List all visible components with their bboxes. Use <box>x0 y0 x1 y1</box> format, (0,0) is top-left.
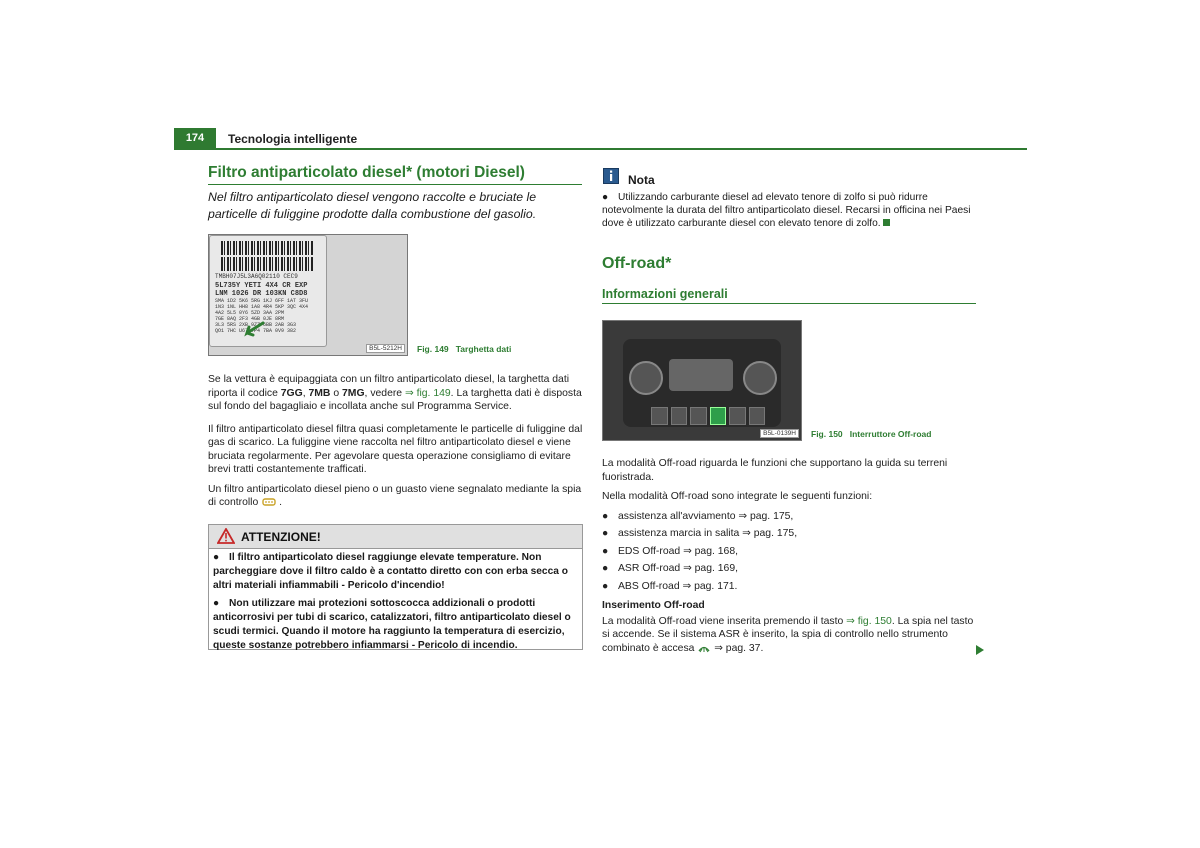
text: ASR Off-road ⇒ pag. 169, <box>618 563 738 574</box>
plate-line: 5L735Y YETI 4X4 CR EXP <box>215 282 308 290</box>
text: Utilizzando carburante diesel ad elevato tenore di zolfo si può ridurre notevolmente la durata del filtro antiparticolato diesel. Recarsi in officina nei Paesi dove è utilizzato carburante diesel con elevato tenore di zolfo. <box>602 192 971 230</box>
dpf-heading: Filtro antiparticolato diesel* (motori Diesel) <box>208 164 582 185</box>
function-list <box>602 510 977 594</box>
warning-item <box>213 551 579 593</box>
text: , vedere <box>364 387 405 399</box>
paragraph: La modalità Off-road riguarda le funzioni che supportano la guida su terreni fuoristrada. <box>602 458 948 483</box>
page-number: 174 <box>174 128 216 148</box>
paragraph: Nella modalità Off-road sono integrate le seguenti funzioni: <box>602 491 873 502</box>
warning-box <box>208 524 583 650</box>
bullet: ● <box>602 510 609 522</box>
console-button <box>690 407 707 425</box>
plate-text <box>215 273 321 334</box>
bullet: ● <box>213 598 220 609</box>
text: . La spia nel tasto si accende. Se il sistema ASR è inserito, la spia di controllo nello strumento combinato è accesa <box>602 615 974 654</box>
text: , <box>302 387 309 399</box>
bullet: ● <box>602 563 609 574</box>
plate-line: QO1 7HC U67 7P4 7BA 0V9 382 <box>215 328 297 334</box>
text: ⇒ pag. 37. <box>711 642 764 654</box>
bullet: ● <box>602 192 609 203</box>
text: Il filtro antiparticolato diesel raggiunge elevate temperature. Non parcheggiare dove il filtro caldo è a contatto diretto con con erba secca o altri materiali infiammabili - Pericolo d'incendio! <box>213 552 568 591</box>
right-knob <box>743 361 777 395</box>
figure-code: B5L-5212H <box>366 344 405 353</box>
figure-149-caption <box>417 344 511 354</box>
dpf-body <box>208 373 584 510</box>
figure-150-caption <box>811 429 931 439</box>
warning-title: ATTENZIONE! <box>241 530 321 544</box>
text: Un filtro antiparticolato diesel pieno o un guasto viene segnalato mediante la spia di controllo <box>208 483 582 508</box>
text: Non utilizzare mai protezioni sottoscocca addizionali o prodotti anticorrosivi per tubi di scarico, catalizzatori, filtro antiparticolato diesel o scudi termici. Quando il motore ha raggiunto la temperatura di esercizio, queste sostanze potrebbero infiammarsi - Pericolo di incendio. <box>213 598 571 651</box>
plate-line: 7GE 8AQ 2F3 4GB 0JE 8RM <box>215 316 285 322</box>
figure-code: B5L-0139H <box>760 429 799 438</box>
plate-line: LNM 1026 DR 103KN C8D8 <box>215 290 308 298</box>
plate-line: SMA 1D2 5K6 5RG 1KJ 6FF 1AT 3FU <box>215 298 309 304</box>
warning-header <box>209 525 582 549</box>
paragraph <box>602 615 977 656</box>
data-plate <box>209 235 327 347</box>
code-7gg: 7GG <box>280 387 303 399</box>
warning-body <box>213 551 579 657</box>
end-marker-icon <box>883 219 890 226</box>
offroad-heading: Off-road* <box>602 255 672 272</box>
offroad-body <box>602 457 977 655</box>
console-button <box>749 407 766 425</box>
barcode <box>221 257 313 271</box>
paragraph <box>208 483 584 510</box>
paragraph <box>208 373 584 414</box>
barcode <box>221 241 313 255</box>
warning-triangle-icon <box>217 528 235 544</box>
info-icon <box>603 168 619 184</box>
text: o <box>330 387 343 399</box>
bullet: ● <box>602 580 609 592</box>
asr-warning-light-icon <box>697 643 711 653</box>
text: Se la vettura è equipaggiata con un filtro antiparticolato diesel, la targhetta dati riporta il codice <box>208 374 570 399</box>
figure-150-image <box>602 320 802 441</box>
bullet: ● <box>213 552 220 563</box>
subheading: Inserimento Off-road <box>602 600 705 611</box>
text: ABS Off-road ⇒ pag. 171. <box>618 580 738 592</box>
paragraph: Il filtro antiparticolato diesel filtra quasi completamente le particelle di fuliggine dal gas di scarico. La fuliggine viene raccolta nel filtro antiparticolato diesel e viene bruciata regolarmente. Per agevolare questa operazione consigliamo di evitare brevi tratti costantemente trafficati. <box>208 423 583 475</box>
list-item <box>602 510 977 524</box>
text: EDS Off-road ⇒ pag. 168, <box>618 545 738 557</box>
caption-text: Targhetta dati <box>455 344 512 354</box>
figure-link[interactable]: ⇒ fig. 150 <box>846 615 892 627</box>
button-row <box>651 407 765 425</box>
list-item <box>602 527 977 541</box>
plate-line: TMBH07J5L3A6Q02110 CEC9 <box>215 273 298 280</box>
dpf-intro: Nel filtro antiparticolato diesel vengono raccolte e bruciate le particelle di fuliggine prodotte dalla combustione del gasolio. <box>208 190 537 221</box>
figure-149-image <box>208 234 408 356</box>
note-text <box>602 191 972 231</box>
general-info-heading: Informazioni generali <box>602 287 976 304</box>
list-item <box>602 580 977 594</box>
console-button <box>651 407 668 425</box>
plate-line: 3L3 5RS 2XB 9ZZ 6BB 2AB 3G3 <box>215 322 297 328</box>
code-7mb: 7MB <box>308 387 331 399</box>
plate-line: 1N3 1NL HH8 1A8 4R4 5KP 3QC 4X4 <box>215 304 309 310</box>
warning-item <box>213 597 579 653</box>
console-button <box>671 407 688 425</box>
note-title: Nota <box>628 173 655 187</box>
bullet: ● <box>602 528 609 539</box>
code-7mg: 7MG <box>342 387 365 399</box>
section-title: Tecnologia intelligente <box>228 132 358 146</box>
text: . La targhetta dati è disposta sul fondo del bagagliaio e incollata anche sul Programma Service. <box>208 387 582 412</box>
text: assistenza all'avviamento ⇒ pag. 175, <box>618 510 794 522</box>
caption-number: Fig. 149 <box>417 344 449 354</box>
left-knob <box>629 361 663 395</box>
console-button <box>729 407 746 425</box>
text: La modalità Off-road viene inserita premendo il tasto <box>602 615 847 627</box>
header-rule <box>174 148 1027 150</box>
caption-number: Fig. 150 <box>811 429 843 439</box>
offroad-button <box>710 407 727 425</box>
pointer-arrow-icon <box>239 321 265 339</box>
caption-text: Interruttore Off-road <box>849 429 932 439</box>
text: . <box>279 497 283 508</box>
next-page-arrow-icon <box>976 645 984 655</box>
bullet: ● <box>602 545 609 557</box>
figure-link[interactable]: ⇒ fig. 149 <box>404 387 451 399</box>
list-item <box>602 545 977 559</box>
center-display <box>669 359 733 391</box>
list-item <box>602 562 977 576</box>
text: assistenza marcia in salita ⇒ pag. 175, <box>618 528 798 539</box>
dpf-warning-light-icon <box>261 497 279 507</box>
plate-line: 4A2 5L5 0Y6 5ZD 3AA 2PM <box>215 310 285 316</box>
